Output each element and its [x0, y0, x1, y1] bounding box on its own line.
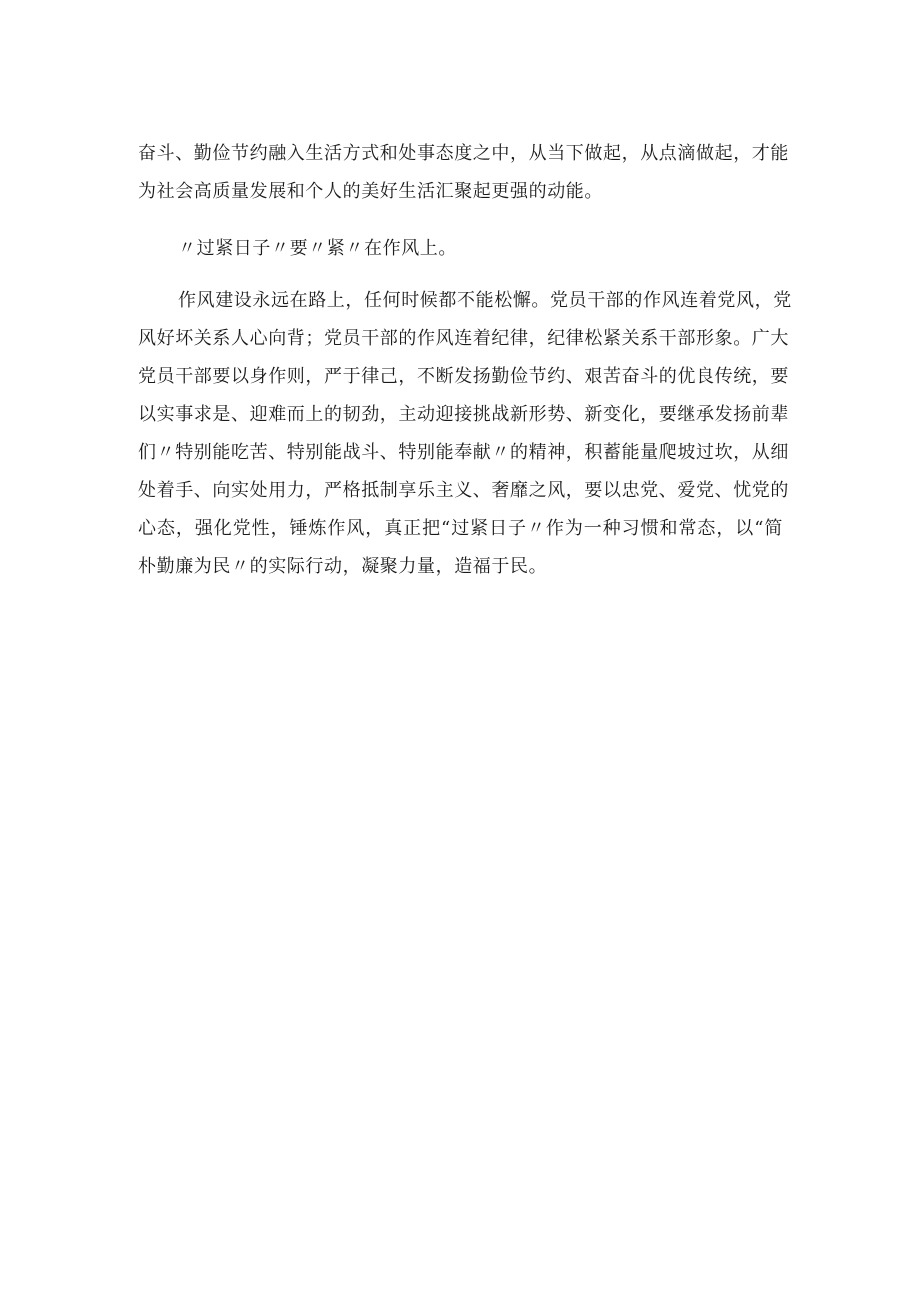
paragraph-first-line: 作风建设永远在路上，任何时候都不能松懈。党员干部的作风连着党风，党	[178, 290, 792, 311]
paragraph-line: 为社会高质量发展和个人的美好生活汇聚起更强的动能。	[138, 181, 603, 202]
paragraph-line: 党员干部要以身作则，严于律己，不断发扬勤俭节约、艰苦奋斗的优良传统，要	[138, 366, 789, 387]
paragraph-line: 朴勤廉为民〃的实际行动，凝聚力量，造福于民。	[138, 556, 548, 577]
paragraph-line: 奋斗、勤俭节约融入生活方式和处事态度之中，从当下做起，从点滴做起，才能	[138, 143, 789, 164]
paragraph-continuation	[138, 135, 789, 211]
paragraph-line: 们〃特别能吃苦、特别能战斗、特别能奉献〃的精神，积蓄能量爬坡过坎，从细	[138, 442, 789, 463]
section-heading	[178, 230, 783, 268]
paragraph-line: 以实事求是、迎难而上的韧劲，主动迎接挑战新形势、新变化，要继承发扬前辈	[138, 404, 789, 425]
paragraph-body	[138, 282, 792, 586]
heading-text: 〃过紧日子〃要〃紧〃在作风上。	[178, 238, 457, 259]
paragraph-line: 心态，强化党性，锤炼作风，真正把“过紧日子〃作为一种习惯和常态，以“简	[138, 518, 783, 539]
paragraph-line: 风好坏关系人心向背；党员干部的作风连着纪律，纪律松紧关系干部形象。广大	[138, 328, 789, 349]
paragraph-line: 处着手、向实处用力，严格抵制享乐主义、奢靡之风，要以忠党、爱党、忧党的	[138, 480, 789, 501]
